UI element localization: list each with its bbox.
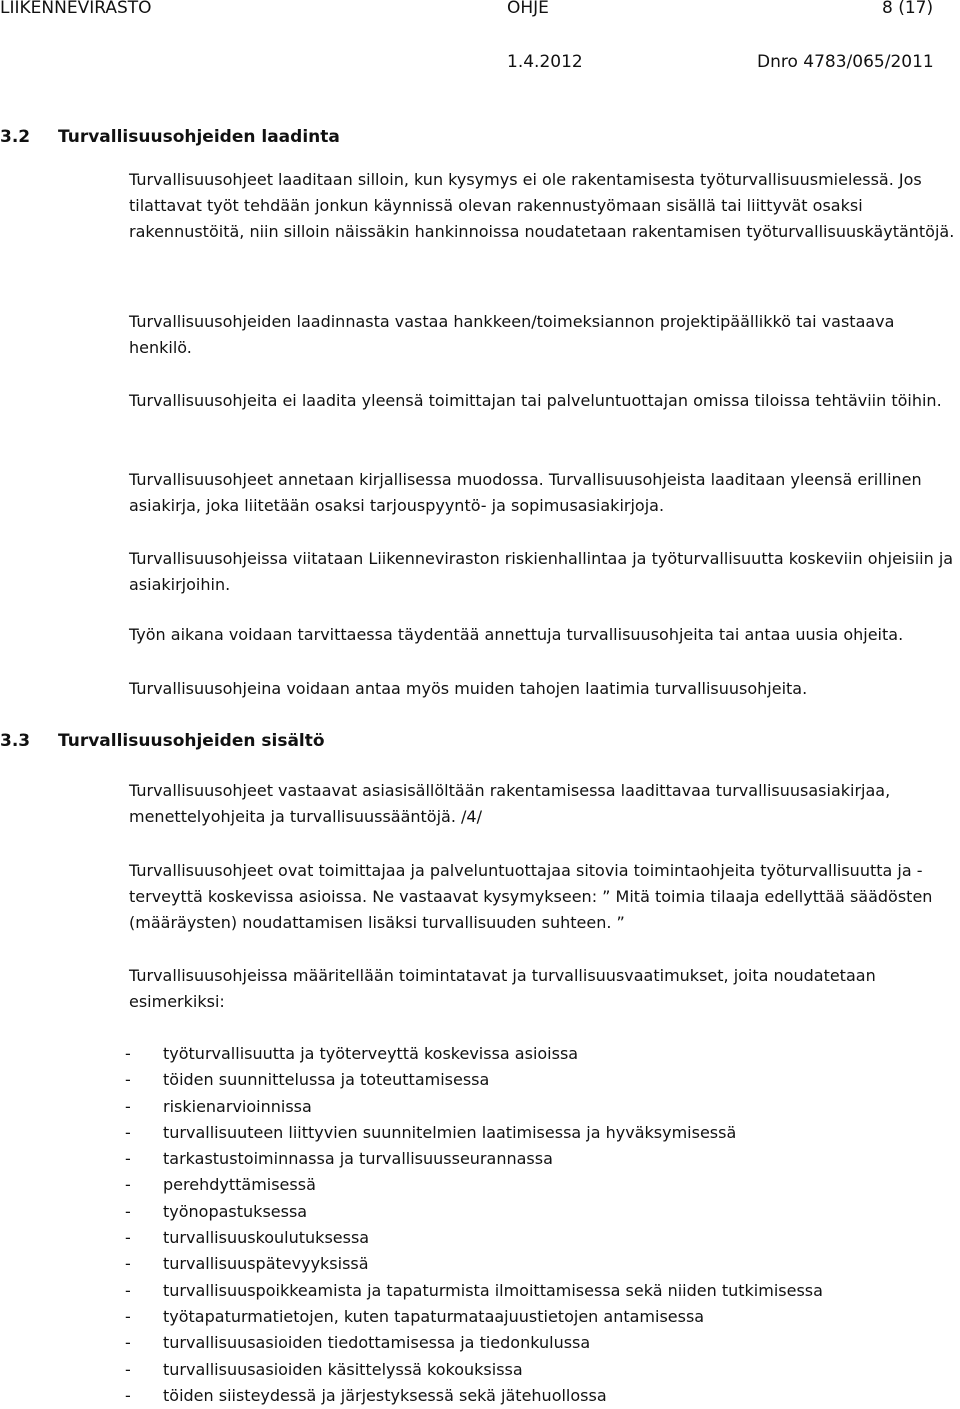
list-item-text: turvallisuuspätevyyksissä	[163, 1254, 369, 1274]
list-item	[125, 1172, 955, 1198]
list-marker: -	[125, 1254, 131, 1274]
header-dnro: Dnro 4783/065/2011	[757, 52, 934, 72]
list-marker: -	[125, 1228, 131, 1248]
paragraph: Turvallisuusohjeet laaditaan silloin, kun kysymys ei ole rakentamisesta työturvallisuusmielessä. Jos tilattavat työt tehdään jonkun käynnissä olevan rakennustyömaan sisällä tai liittyvät osaksi rakennustöitä, niin silloin näissäkin hankinnoissa noudatetaan rakentamisen työturvallisuuskäytäntöjä.	[129, 170, 955, 241]
list-marker: -	[125, 1096, 131, 1116]
section-title: Turvallisuusohjeiden sisältö	[58, 731, 325, 751]
paragraph: Turvallisuusohjeet ovat toimittajaa ja palveluntuottajaa sitovia toimintaohjeita työturvallisuutta ja -terveyttä koskevissa asioissa. Ne vastaavat kysymykseen: ” Mitä toimia tilaaja edellyttää säädösten (määräysten) noudattamisen lisäksi turvallisuuden suhteen. ”	[129, 861, 933, 932]
header-date: 1.4.2012	[507, 52, 583, 72]
list-marker: -	[125, 1385, 131, 1405]
list-item-text: töiden siisteydessä ja järjestyksessä sekä jätehuollossa	[163, 1385, 607, 1405]
list-marker: -	[125, 1201, 131, 1221]
header-page-number: 8 (17)	[882, 0, 934, 18]
paragraph: Turvallisuusohjeiden laadinnasta vastaa hankkeen/toimeksiannon projektipäällikkö tai vastaava henkilö.	[129, 312, 895, 357]
list-item-text: työnopastuksessa	[163, 1201, 308, 1221]
header-doc-type: OHJE	[507, 0, 549, 18]
bullet-list	[125, 1041, 955, 1409]
list-item-text: riskienarvioinnissa	[163, 1096, 312, 1116]
header-organization: LIIKENNEVIRASTO	[0, 0, 152, 18]
list-item	[125, 1330, 955, 1356]
section-heading-3-2	[0, 127, 340, 147]
list-item-text: turvallisuuteen liittyvien suunnitelmien laatimisessa ja hyväksymisessä	[163, 1122, 737, 1142]
section-number: 3.3	[0, 731, 31, 751]
list-marker: -	[125, 1044, 131, 1063]
paragraph: Turvallisuusohjeet vastaavat asiasisällöltään rakentamisessa laadittavaa turvallisuusasiakirjaa, menettelyohjeita ja turvallisuussääntöjä. /4/	[129, 781, 891, 826]
list-item	[125, 1199, 955, 1225]
list-item-text: turvallisuuskoulutuksessa	[163, 1228, 370, 1248]
paragraph: Turvallisuusohjeissa viitataan Liikenneviraston riskienhallintaa ja työturvallisuutta koskeviin ohjeisiin ja asiakirjoihin.	[129, 549, 954, 594]
paragraph: Työn aikana voidaan tarvittaessa täydentää annettuja turvallisuusohjeita tai antaa uusia ohjeita.	[129, 625, 904, 644]
list-item	[125, 1041, 955, 1067]
section-number: 3.2	[0, 127, 31, 147]
list-item	[125, 1251, 955, 1277]
paragraph: Turvallisuusohjeina voidaan antaa myös muiden tahojen laatimia turvallisuusohjeita.	[129, 679, 808, 698]
list-marker: -	[125, 1280, 131, 1300]
list-marker: -	[125, 1333, 131, 1353]
list-marker: -	[125, 1070, 131, 1090]
list-marker: -	[125, 1122, 131, 1142]
section-title: Turvallisuusohjeiden laadinta	[58, 127, 340, 147]
list-item	[125, 1357, 955, 1383]
list-item	[125, 1067, 955, 1093]
list-marker: -	[125, 1359, 131, 1379]
list-item-text: turvallisuusasioiden tiedottamisessa ja tiedonkulussa	[163, 1333, 591, 1353]
list-marker: -	[125, 1175, 131, 1195]
list-item-text: turvallisuusasioiden käsittelyssä kokouksissa	[163, 1359, 523, 1379]
paragraph: Turvallisuusohjeita ei laadita yleensä toimittajan tai palveluntuottajan omissa tiloissa tehtäviin töihin.	[129, 391, 942, 410]
list-item-text: työtapaturmatietojen, kuten tapaturmataajuustietojen antamisessa	[163, 1306, 705, 1326]
list-item	[125, 1304, 955, 1330]
list-item	[125, 1094, 955, 1120]
list-item	[125, 1383, 955, 1409]
list-item	[125, 1278, 955, 1304]
list-item-text: työturvallisuutta ja työterveyttä koskevissa asioissa	[163, 1044, 579, 1063]
list-marker: -	[125, 1149, 131, 1169]
list-item-text: töiden suunnittelussa ja toteuttamisessa	[163, 1070, 490, 1090]
list-item-text: perehdyttämisessä	[163, 1175, 316, 1195]
list-item	[125, 1120, 955, 1146]
paragraph: Turvallisuusohjeissa määritellään toimintatavat ja turvallisuusvaatimukset, joita noudatetaan esimerkiksi:	[129, 966, 876, 1011]
section-heading-3-3	[0, 731, 325, 751]
list-marker: -	[125, 1306, 131, 1326]
list-item-text: turvallisuuspoikkeamista ja tapaturmista ilmoittamisessa sekä niiden tutkimisessa	[163, 1280, 823, 1300]
list-item-text: tarkastustoiminnassa ja turvallisuusseurannassa	[163, 1149, 553, 1169]
list-item	[125, 1146, 955, 1172]
paragraph: Turvallisuusohjeet annetaan kirjallisessa muodossa. Turvallisuusohjeista laaditaan yleensä erillinen asiakirja, joka liitetään osaksi tarjouspyyntö- ja sopimusasiakirjoja.	[129, 470, 922, 515]
list-item	[125, 1225, 955, 1251]
